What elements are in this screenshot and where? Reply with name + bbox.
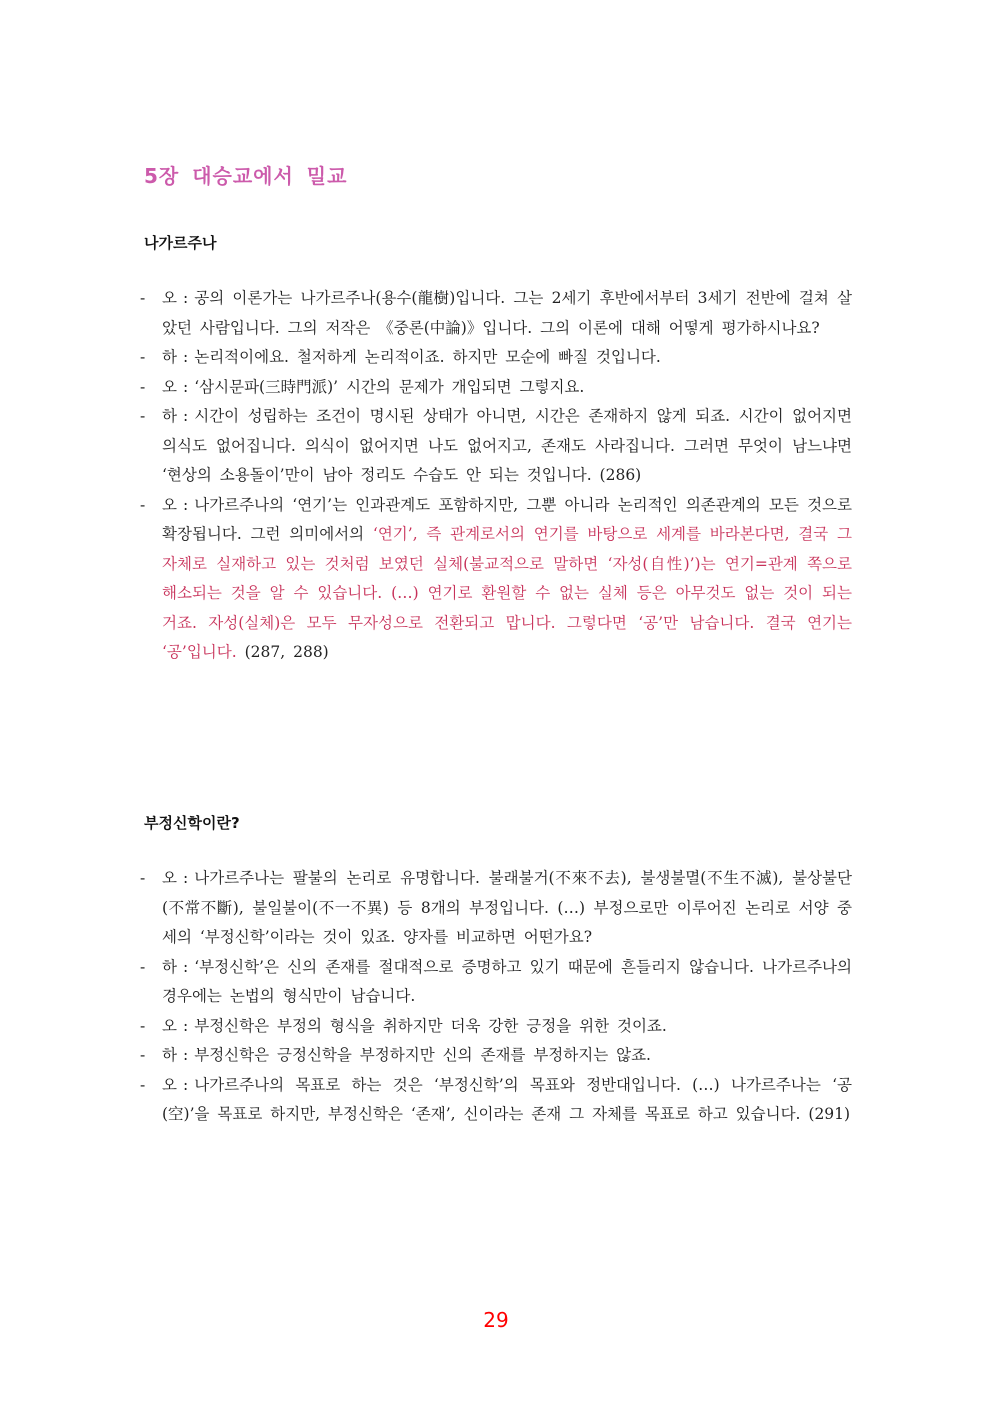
dialogue-nagarjuna: [140, 284, 852, 668]
colon: :: [182, 289, 189, 307]
colon: :: [182, 957, 189, 976]
colon: :: [182, 495, 189, 514]
colon: :: [182, 407, 189, 425]
dash-marker: -: [140, 289, 146, 307]
speaker: 하: [162, 957, 177, 976]
dialogue-line: [140, 1071, 852, 1130]
line-text: 부정신학은 긍정신학을 부정하지만 신의 존재를 부정하지는 않죠.: [194, 1046, 651, 1064]
dialogue-line: [140, 953, 852, 1012]
line-text: 논리적이에요. 철저하게 논리적이죠. 하지만 모순에 빠질 것입니다.: [194, 348, 661, 366]
dialogue-line: [140, 284, 852, 343]
dash-marker: -: [140, 1046, 146, 1064]
dash-marker: -: [140, 495, 146, 514]
colon: :: [182, 869, 189, 887]
colon: :: [182, 1046, 189, 1064]
dialogue-line: [140, 491, 852, 668]
dash-marker: -: [140, 957, 146, 976]
dash-marker: -: [140, 407, 146, 425]
dialogue-negative-theology: [140, 864, 852, 1130]
dash-marker: -: [140, 1075, 146, 1094]
colon: :: [182, 377, 189, 396]
dash-marker: -: [140, 377, 146, 396]
speaker: 오: [162, 289, 177, 307]
speaker: 오: [162, 1016, 177, 1035]
section-title-negative-theology: 부정신학이란?: [144, 814, 240, 832]
line-text: 나가르주나의 ‘연기’는 인과관계도 포함하지만, 그뿐 아니라 논리적인 의존관계의 모든 것으로 확장됩니다. 그런 의미에서의: [162, 495, 852, 543]
dash-marker: -: [140, 348, 146, 366]
speaker: 오: [162, 869, 177, 887]
highlighted-quote: ‘연기’, 즉 관계로서의 연기를 바탕으로 세계를 바라본다면, 결국 그 자체로 실재하고 있는 것처럼 보였던 실체(불교적으로 말하면 ‘자성(自性)’)는 연기=관계 쪽으로 해소되는 것을 알 수 있습니다. (…) 연기로 환원할 수 없는 실체 등은 아무것도 없는 것이 되는 거죠. 자성(실체)은 모두 무자성으로 전환되고 맙니다. 그렇다면 ‘공’만 남습니다. 결국 연기는 ‘공’입니다.: [162, 525, 852, 661]
dialogue-line: [140, 1041, 852, 1071]
line-text: ‘부정신학’은 신의 존재를 절대적으로 증명하고 있기 때문에 흔들리지 않습니다. 나가르주나의 경우에는 논법의 형식만이 남습니다.: [162, 957, 852, 1005]
speaker: 오: [162, 495, 177, 514]
dash-marker: -: [140, 1016, 146, 1035]
colon: :: [182, 348, 189, 366]
page-number: 29: [483, 1308, 509, 1332]
dialogue-line: [140, 343, 852, 373]
speaker: 하: [162, 407, 177, 425]
citation: (287, 288): [236, 643, 329, 661]
colon: :: [182, 1016, 189, 1035]
colon: :: [182, 1075, 189, 1094]
line-text: 시간이 성립하는 조건이 명시된 상태가 아니면, 시간은 존재하지 않게 되죠. 시간이 없어지면 의식도 없어집니다. 의식이 없어지면 나도 없어지고, 존재도 사라집니다. 그러면 무엇이 남느냐면 ‘현상의 소용돌이’만이 남아 정리도 수습도 안 되는 것입니다. (286): [162, 407, 852, 484]
line-text: 나가르주나의 목표로 하는 것은 ‘부정신학’의 목표와 정반대입니다. (…) 나가르주나는 ‘공(空)’을 목표로 하지만, 부정신학은 ‘존재’, 신이라는 존재 그 자체를 목표로 하고 있습니다. (291): [162, 1075, 852, 1123]
dialogue-line: [140, 864, 852, 953]
line-text: 부정신학은 부정의 형식을 취하지만 더욱 강한 긍정을 위한 것이죠.: [194, 1016, 667, 1035]
line-text: ‘삼시문파(三時門派)’ 시간의 문제가 개입되면 그렇지요.: [194, 377, 585, 396]
chapter-title: 5장 대승교에서 밀교: [144, 164, 348, 188]
speaker: 오: [162, 1075, 177, 1094]
line-text: 공의 이론가는 나가르주나(용수(龍樹)입니다. 그는 2세기 후반에서부터 3세기 전반에 걸쳐 살았던 사람입니다. 그의 저작은 《중론(中論)》입니다. 그의 이론에 대해 어떻게 평가하시나요?: [162, 289, 852, 337]
speaker: 오: [162, 377, 177, 396]
line-text: 나가르주나는 팔불의 논리로 유명합니다. 불래불거(不來不去), 불생불멸(不生不滅), 불상불단(不常不斷), 불일불이(不一不異) 등 8개의 부정입니다. (…) 부정으로만 이루어진 논리로 서양 중세의 ‘부정신학’이라는 것이 있죠. 양자를 비교하면 어떤가요?: [162, 869, 852, 946]
dialogue-line: [140, 1012, 852, 1042]
section-title-nagarjuna: 나가르주나: [144, 234, 217, 252]
dash-marker: -: [140, 869, 146, 887]
speaker: 하: [162, 348, 177, 366]
speaker: 하: [162, 1046, 177, 1064]
dialogue-line: [140, 402, 852, 491]
dialogue-line: [140, 373, 852, 403]
